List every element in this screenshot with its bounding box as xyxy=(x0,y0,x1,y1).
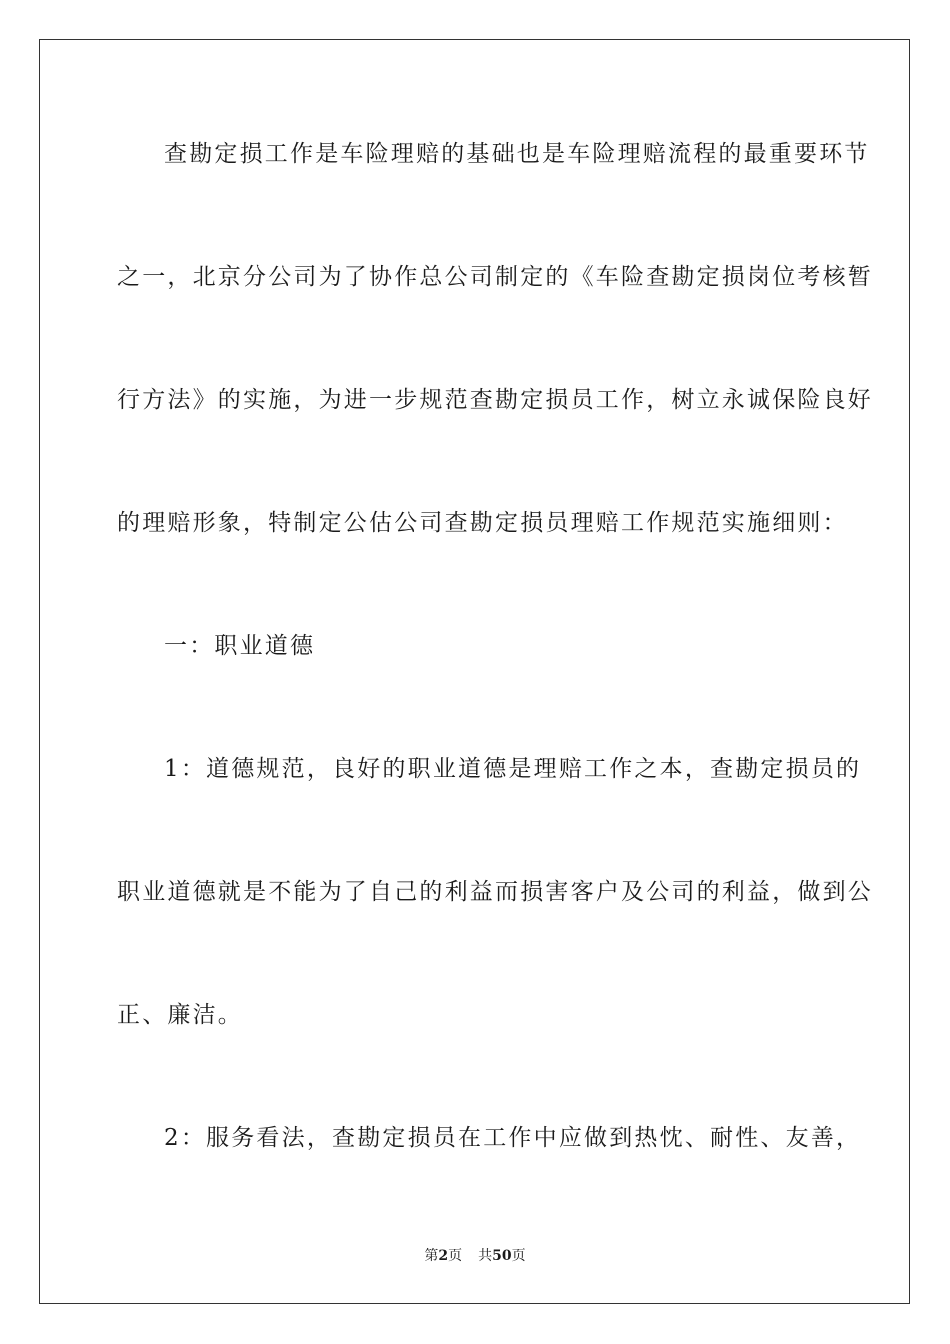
paragraph-line: 查勘定损工作是车险理赔的基础也是车险理赔流程的最重要环节 xyxy=(164,141,870,167)
page-border xyxy=(39,39,910,1304)
section-heading: 一：职业道德 xyxy=(164,633,316,659)
paragraph-line: 职业道德就是不能为了自己的利益而损害客户及公司的利益，做到公 xyxy=(117,879,873,905)
total-pages: 50 xyxy=(492,1248,512,1264)
page-prefix: 第 xyxy=(424,1248,439,1264)
page-footer xyxy=(0,1246,950,1266)
total-prefix: 共 xyxy=(478,1248,493,1264)
paragraph-line: 的理赔形象，特制定公估公司查勘定损员理赔工作规范实施细则： xyxy=(117,510,848,536)
page-suffix: 页 xyxy=(448,1248,463,1264)
total-suffix: 页 xyxy=(511,1248,526,1264)
paragraph-line: 之一，北京分公司为了协作总公司制定的《车险查勘定损岗位考核暂 xyxy=(117,264,873,290)
page-number: 2 xyxy=(438,1248,449,1264)
paragraph-line: 2：服务看法，查勘定损员在工作中应做到热忱、耐性、友善， xyxy=(164,1125,862,1151)
paragraph-line: 正、廉洁。 xyxy=(117,1002,243,1028)
paragraph-line: 行方法》的实施，为进一步规范查勘定损员工作，树立永诚保险良好 xyxy=(117,387,873,413)
paragraph-line: 1：道德规范，良好的职业道德是理赔工作之本，查勘定损员的 xyxy=(164,756,862,782)
